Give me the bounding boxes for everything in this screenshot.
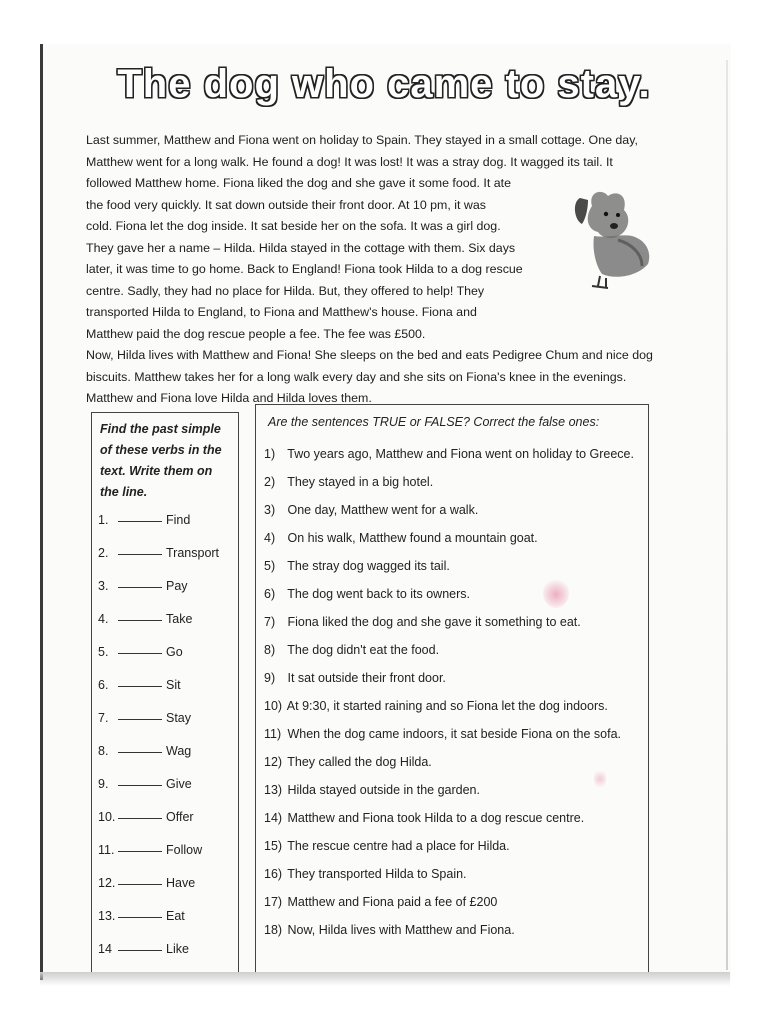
statement-item: 15) The rescue centre had a place for Hilda. [264, 839, 510, 853]
verb-item: 2. Transport [98, 546, 220, 560]
verb-item: 12. Have [98, 876, 196, 890]
verb-item: 5. Go [98, 645, 183, 659]
answer-blank[interactable] [118, 917, 162, 918]
story-line: the food very quickly. It sat down outside their front door. At 10 pm, it was [86, 197, 486, 212]
story-line: biscuits. Matthew takes her for a long walk every day and she sits on Fiona's knee in the evenings. [86, 369, 627, 384]
verb-item: 3. Pay [98, 579, 188, 593]
statement-item: 13) Hilda stayed outside in the garden. [264, 783, 480, 797]
story-line: Matthew paid the dog rescue people a fee. The fee was £500. [86, 326, 426, 341]
dog-illustration-icon [562, 184, 654, 294]
answer-blank[interactable] [118, 719, 162, 720]
story-line: cold. Fiona let the dog inside. It sat beside her on the sofa. It was a girl dog. [86, 219, 501, 233]
verb-item: 10. Offer [98, 810, 194, 824]
statement-item: 14) Matthew and Fiona took Hilda to a dog rescue centre. [264, 811, 585, 825]
verb-item: 13. Eat [98, 909, 185, 923]
answer-blank[interactable] [118, 653, 162, 654]
answer-blank[interactable] [118, 620, 162, 621]
story-line: centre. Sadly, they had no place for Hilda. But, they offered to help! They [86, 283, 485, 298]
verbs-exercise-box [91, 412, 239, 973]
story-line: Matthew went for a long walk. He found a dog! It was lost! It was a stray dog. It wagged its tail. It [86, 154, 613, 169]
story-line: Now, Hilda lives with Matthew and Fiona! She sleeps on the bed and eats Pedigree Chum and nice dog [86, 348, 653, 362]
statement-item: 6) The dog went back to its owners. [264, 587, 470, 601]
statement-item: 5) The stray dog wagged its tail. [264, 559, 450, 573]
answer-blank[interactable] [118, 752, 162, 753]
answer-blank[interactable] [118, 818, 162, 819]
verb-item: 4. Take [98, 612, 193, 626]
verb-item: 1. Find [98, 513, 191, 527]
verbs-instruction: Find the past simple of these verbs in the text. Write them on the line. [100, 422, 222, 499]
statement-item: 9) It sat outside their front door. [264, 671, 446, 685]
statement-item: 8) The dog didn't eat the food. [264, 643, 440, 657]
verb-item: 11. Follow [98, 843, 203, 857]
answer-blank[interactable] [118, 587, 162, 588]
answer-blank[interactable] [118, 950, 162, 951]
answer-blank[interactable] [118, 521, 162, 522]
true-false-box [255, 404, 649, 973]
story-line: later, it was time to go home. Back to England! Fiona took Hilda to a dog rescue [86, 262, 523, 276]
story-line: Matthew and Fiona love Hilda and Hilda loves them. [86, 391, 372, 405]
story-line: Last summer, Matthew and Fiona went on holiday to Spain. They stayed in a small cottage. One day, [86, 133, 638, 147]
statement-item: 11) When the dog came indoors, it sat beside Fiona on the sofa. [264, 727, 622, 741]
statement-item: 3) One day, Matthew went for a walk. [264, 503, 479, 517]
statement-item: 12) They called the dog Hilda. [264, 755, 432, 769]
statement-item: 1) Two years ago, Matthew and Fiona went on holiday to Greece. [264, 447, 634, 461]
statement-item: 18) Now, Hilda lives with Matthew and Fiona. [264, 923, 515, 937]
verb-item: 14 Like [98, 942, 189, 956]
statement-item: 16) They transported Hilda to Spain. [264, 867, 467, 881]
story-line: They gave her a name – Hilda. Hilda stayed in the cottage with them. Six days [86, 240, 516, 255]
verb-item: 8. Wag [98, 744, 192, 758]
true-false-instruction: Are the sentences TRUE or FALSE? Correct the false ones: [268, 415, 600, 429]
page-bottom-shadow [40, 972, 730, 986]
verb-item: 6. Sit [98, 678, 181, 692]
answer-blank[interactable] [118, 785, 162, 786]
story-line: transported Hilda to England, to Fiona and Matthew's house. Fiona and [86, 305, 477, 319]
verb-item: 9. Give [98, 777, 192, 791]
answer-blank[interactable] [118, 851, 162, 852]
story-line: followed Matthew home. Fiona liked the dog and she gave it some food. It ate [86, 176, 511, 190]
statement-item: 17) Matthew and Fiona paid a fee of £200 [264, 895, 498, 909]
verb-item: 7. Stay [98, 711, 192, 725]
page-title: The dog who came to stay. [117, 62, 651, 106]
statement-item: 2) They stayed in a big hotel. [264, 475, 434, 489]
statement-item: 4) On his walk, Matthew found a mountain goat. [264, 531, 538, 545]
answer-blank[interactable] [118, 884, 162, 885]
paper-edge [726, 60, 728, 970]
answer-blank[interactable] [118, 686, 162, 687]
statement-item: 10) At 9:30, it started raining and so Fiona let the dog indoors. [264, 699, 608, 713]
statement-item: 7) Fiona liked the dog and she gave it something to eat. [264, 615, 581, 629]
answer-blank[interactable] [118, 554, 162, 555]
